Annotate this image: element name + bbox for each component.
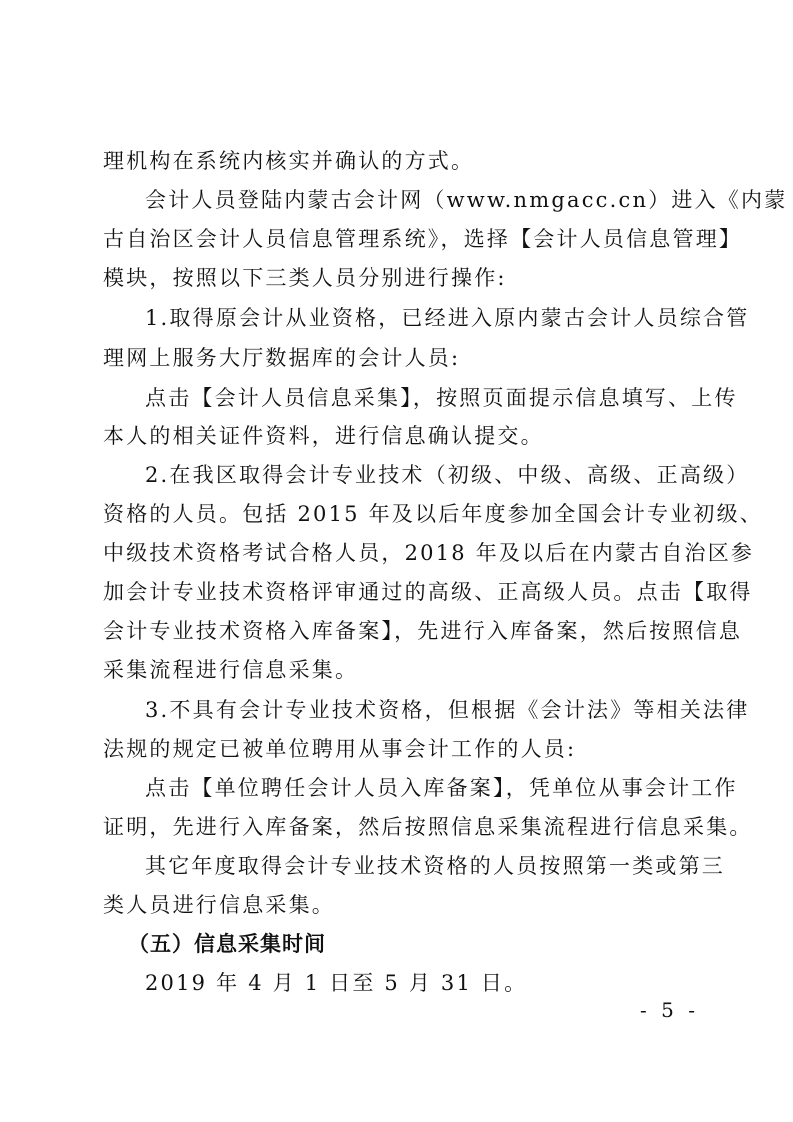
paragraph-line: 加会计专业技术资格评审通过的高级、正高级人员。点击【取得: [103, 580, 753, 604]
paragraph-line: 本人的相关证件资料，进行信息确认提交。: [103, 424, 544, 448]
paragraph-line: 采集流程进行信息采集。: [103, 658, 359, 682]
page-number: - 5 -: [640, 998, 699, 1022]
paragraph-line: 中级技术资格考试合格人员，2018 年及以后在内蒙古自治区参: [103, 541, 755, 565]
paragraph-line: 古自治区会计人员信息管理系统》，选择【会计人员信息管理】: [103, 227, 743, 251]
paragraph-line: 理机构在系统内核实并确认的方式。: [103, 149, 475, 173]
paragraph-line: 会计人员登陆内蒙古会计网（www.nmgacc.cn）进入《内蒙: [145, 188, 788, 212]
paragraph-line: 模块，按照以下三类人员分别进行操作:: [103, 266, 507, 290]
paragraph-line: 点击【单位聘任会计人员入库备案】，凭单位从事会计工作: [145, 776, 738, 800]
date-line: 2019 年 4 月 1 日至 5 月 31 日。: [145, 971, 528, 995]
paragraph-line: 类人员进行信息采集。: [103, 893, 335, 917]
paragraph-line: 理网上服务大厅数据库的会计人员:: [103, 346, 461, 370]
paragraph-line: 会计专业技术资格入库备案】，先进行入库备案，然后按照信息: [103, 619, 743, 643]
paragraph-line: 2.在我区取得会计专业技术（初级、中级、高级、正高级）: [145, 463, 750, 487]
paragraph-line: 法规的规定已被单位聘用从事会计工作的人员:: [103, 737, 577, 761]
paragraph-line: 其它年度取得会计专业技术资格的人员按照第一类或第三: [145, 854, 725, 878]
paragraph-line: 资格的人员。包括 2015 年及以后年度参加全国会计专业初级、: [103, 502, 763, 526]
paragraph-line: 3.不具有会计专业技术资格，但根据《会计法》等相关法律: [145, 698, 750, 722]
section-heading: （五）信息采集时间: [128, 932, 326, 956]
paragraph-line: 点击【会计人员信息采集】，按照页面提示信息填写、上传: [145, 386, 738, 410]
paragraph-line: 1.取得原会计从业资格，已经进入原内蒙古会计人员综合管: [145, 306, 750, 330]
paragraph-line: 证明，先进行入库备案，然后按照信息采集流程进行信息采集。: [103, 815, 753, 839]
